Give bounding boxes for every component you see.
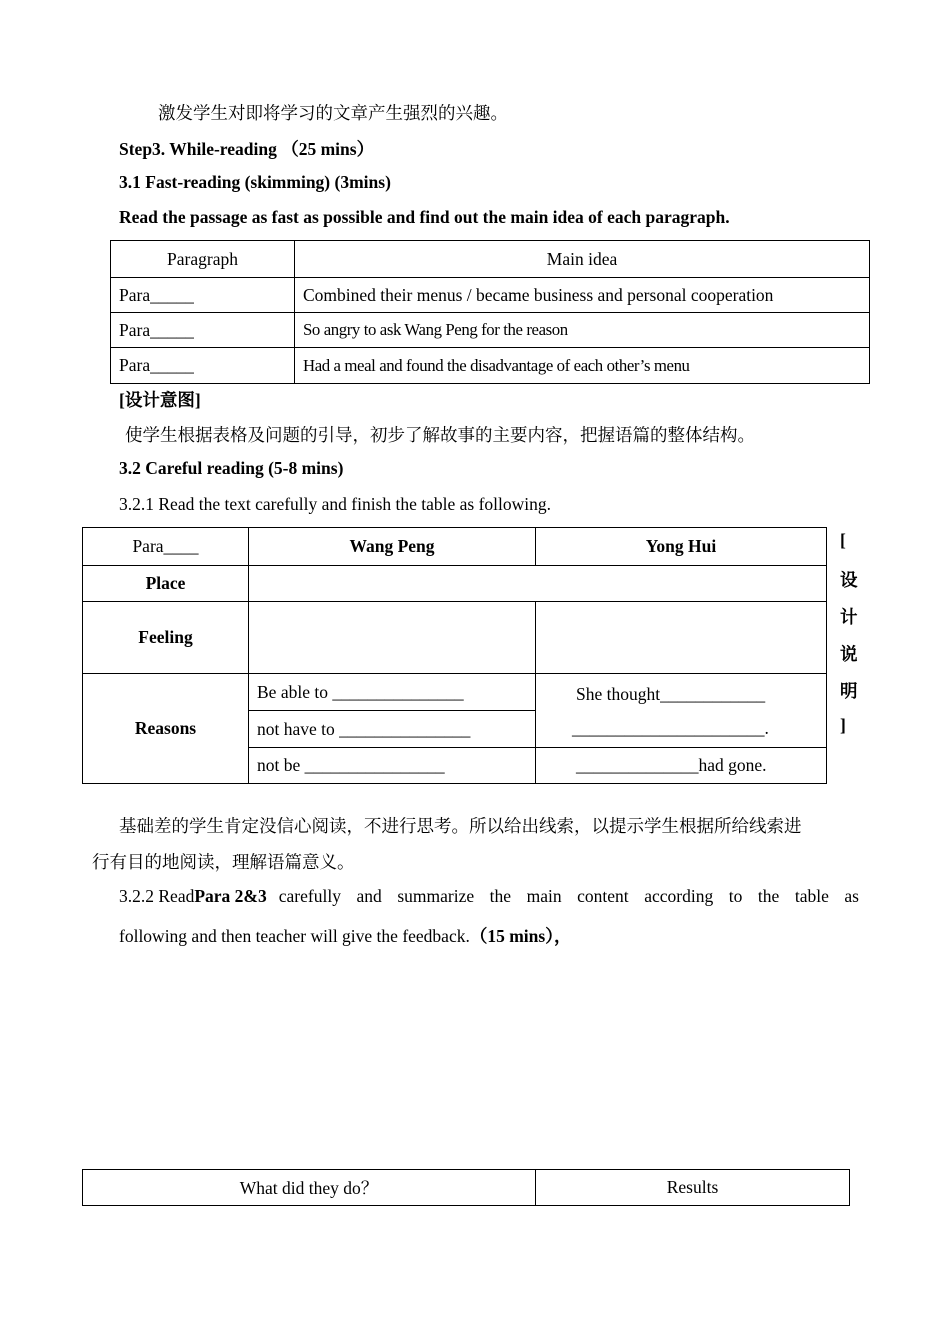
header-wang-peng: Wang Peng [249, 528, 536, 566]
main-idea-cell: So angry to ask Wang Peng for the reason [295, 313, 870, 348]
vertical-char: ] [840, 715, 846, 735]
fast-reading-heading: 3.1 Fast-reading (skimming) (3mins) [119, 172, 391, 192]
note-line-2: 行有目的地阅读，理解语篇意义。 [92, 852, 355, 872]
table-row [83, 602, 827, 674]
table-row [111, 313, 870, 348]
vertical-char: 说 [840, 644, 858, 664]
summary-instruction-line2 [119, 923, 571, 948]
summary-text: 3.2.2 Read [119, 886, 195, 906]
vertical-char: 设 [840, 570, 858, 590]
yong-reason-cell[interactable]: ______________had gone. [536, 748, 827, 784]
para-blank-cell[interactable]: Para_____ [111, 278, 295, 313]
row-label-feeling: Feeling [83, 602, 249, 674]
table-row [83, 674, 827, 711]
wang-feeling-cell[interactable] [249, 602, 536, 674]
header-results: Results [536, 1170, 850, 1206]
main-idea-cell: Had a meal and found the disadvantage of each other’s menu [295, 348, 870, 384]
summary-text: carefully and summarize the main content according to the table as [278, 886, 859, 906]
summary-table [82, 1169, 850, 1206]
design-intent-label: [设计意图] [119, 390, 201, 410]
header-what-did-they-do: What did they do？ [83, 1170, 536, 1206]
table-row [111, 348, 870, 384]
para-blank-header[interactable]: Para____ [83, 528, 249, 566]
table-row [83, 566, 827, 602]
wang-reason-cell[interactable]: Be able to _______________ [249, 674, 536, 711]
intro-line: 激发学生对即将学习的文章产生强烈的兴趣。 [158, 103, 508, 123]
main-idea-table [110, 240, 870, 384]
summary-para-ref: Para 2&3 [194, 886, 267, 906]
header-paragraph: Paragraph [111, 241, 295, 278]
yong-reason-line: ______________________. [572, 717, 769, 738]
design-intent-text: 使学生根据表格及问题的引导，初步了解故事的主要内容，把握语篇的整体结构。 [125, 425, 755, 445]
careful-reading-table [82, 527, 827, 784]
header-main-idea: Main idea [295, 241, 870, 278]
yong-feeling-cell[interactable] [536, 602, 827, 674]
wang-reason-cell[interactable]: not have to _______________ [249, 711, 536, 748]
main-idea-cell: Combined their menus / became business and personal cooperation [295, 278, 870, 313]
row-label-place: Place [83, 566, 249, 602]
wang-reason-cell[interactable]: not be ________________ [249, 748, 536, 784]
para-blank-cell[interactable]: Para_____ [111, 313, 295, 348]
yong-reason-cell[interactable] [536, 674, 827, 748]
summary-instruction-line1 [119, 886, 859, 907]
summary-time: （15 mins）， [469, 926, 572, 946]
vertical-char: 计 [840, 607, 858, 627]
vertical-char: [ [840, 530, 846, 550]
header-yong-hui: Yong Hui [536, 528, 827, 566]
careful-reading-heading: 3.2 Careful reading (5-8 mins) [119, 458, 344, 478]
vertical-char: 明 [840, 681, 858, 701]
place-answer-cell[interactable] [249, 566, 827, 602]
summary-text: following and then teacher will give the feedback. [119, 926, 470, 946]
row-label-reasons: Reasons [83, 674, 249, 784]
step3-heading: Step3. While-reading （25 mins） [119, 139, 375, 159]
table-row [111, 278, 870, 313]
note-line-1: 基础差的学生肯定没信心阅读，不进行思考。所以给出线索，以提示学生根据所给线索进 [119, 816, 802, 836]
para-blank-cell[interactable]: Para_____ [111, 348, 295, 384]
fast-reading-instruction: Read the passage as fast as possible and find out the main idea of each paragraph. [119, 207, 730, 227]
careful-reading-instruction: 3.2.1 Read the text carefully and finish the table as following. [119, 494, 552, 514]
yong-reason-line: She thought____________ [576, 683, 766, 704]
